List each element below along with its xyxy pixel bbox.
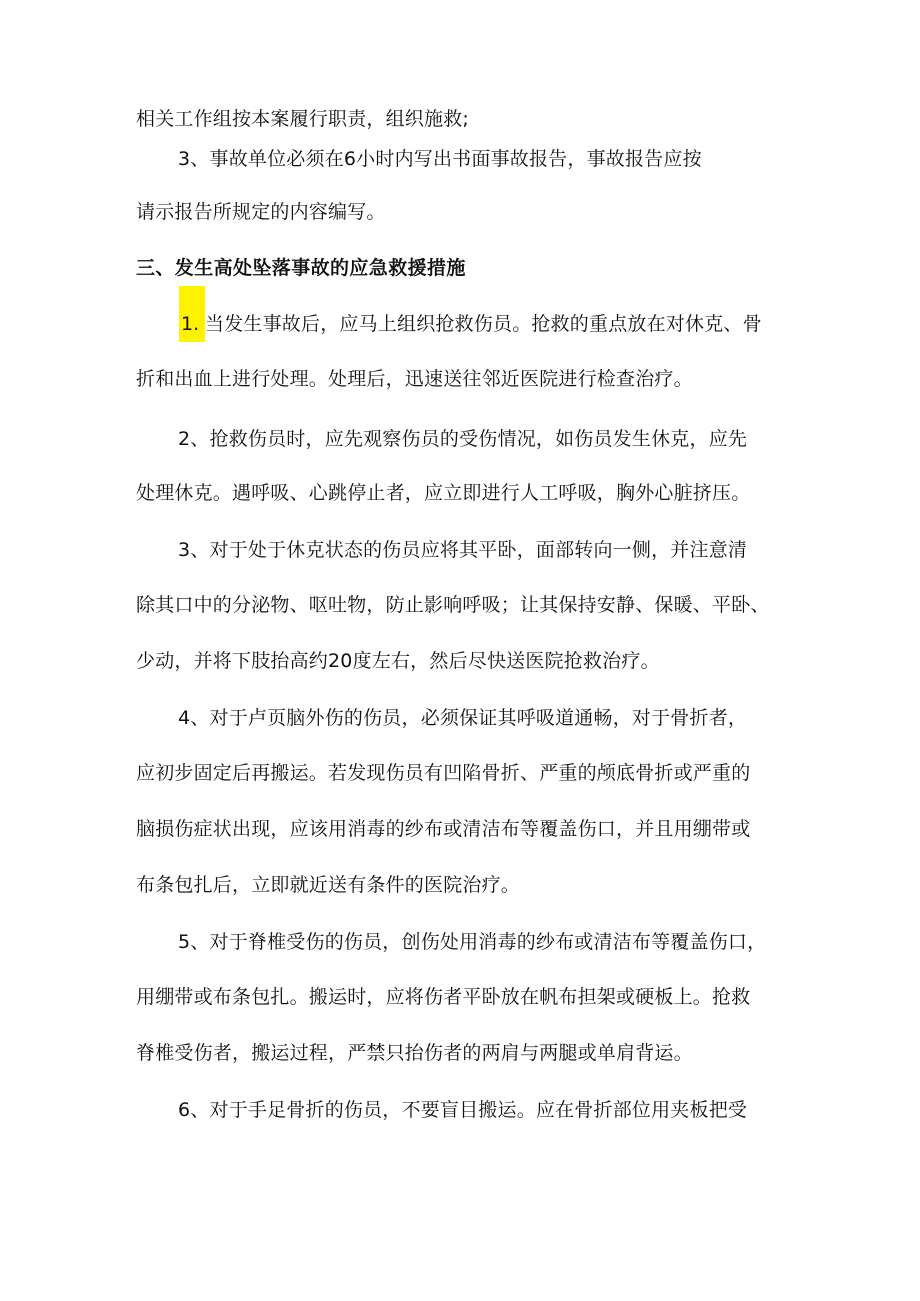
- paragraph-line: 布条包扎后，立即就近送有条件的医院治疗。: [136, 874, 521, 896]
- paragraph-line: 3、对于处于休克状态的伤员应将其平卧，面部转向一侧，并注意清: [178, 539, 748, 561]
- list-number: 1.: [181, 313, 200, 335]
- paragraph-line: 处理休克。遇呼吸、心跳停止者，应立即进行人工呼吸，胸外心脏挤压。: [136, 482, 751, 504]
- paragraph-line: 少动，并将下肢抬高约20度左右，然后尽快送医院抢救治疗。: [136, 650, 660, 672]
- paragraph-line: 脊椎受伤者，搬运过程，严禁只抬伤者的两肩与两腿或单肩背运。: [136, 1042, 693, 1064]
- paragraph-line: 脑损伤症状出现，应该用消毒的纱布或清洁布等覆盖伤口，并且用绷带或: [136, 818, 751, 840]
- paragraph-line: 用绷带或布条包扎。搬运时，应将伤者平卧放在帆布担架或硬板上。抢救: [136, 986, 751, 1008]
- paragraph-line: 3、事故单位必须在6小时内写出书面事故报告，事故报告应按: [178, 148, 702, 170]
- paragraph-line: 相关工作组按本案履行职责，组织施救;: [136, 108, 470, 130]
- paragraph-line: 请示报告所规定的内容编写。: [136, 201, 386, 223]
- paragraph-line: 除其口中的分泌物、呕吐物，防止影响呼吸；让其保持安静、保暖、平卧、: [136, 594, 770, 616]
- paragraph-line: 应初步固定后再搬运。若发现伤员有凹陷骨折、严重的颅底骨折或严重的: [136, 762, 751, 784]
- paragraph-line: 4、对于卢页脑外伤的伤员，必须保证其呼吸道通畅，对于骨折者，: [178, 707, 748, 729]
- paragraph-line: 6、对于手足骨折的伤员，不要盲目搬运。应在骨折部位用夹板把受: [178, 1099, 748, 1121]
- paragraph-line: 折和出血上进行处理。处理后，迅速送往邻近医院进行检查治疗。: [136, 368, 693, 390]
- paragraph-line: 当发生事故后，应马上组织抢救伤员。抢救的重点放在对休克、骨: [205, 313, 762, 335]
- paragraph-line: 5、对于脊椎受伤的伤员，创伤处用消毒的纱布或清洁布等覆盖伤口，: [178, 931, 767, 953]
- section-heading: 三、发生高处坠落事故的应急救援措施: [136, 257, 466, 279]
- paragraph-line: 2、抢救伤员时，应先观察伤员的受伤情况，如伤员发生休克，应先: [178, 428, 748, 450]
